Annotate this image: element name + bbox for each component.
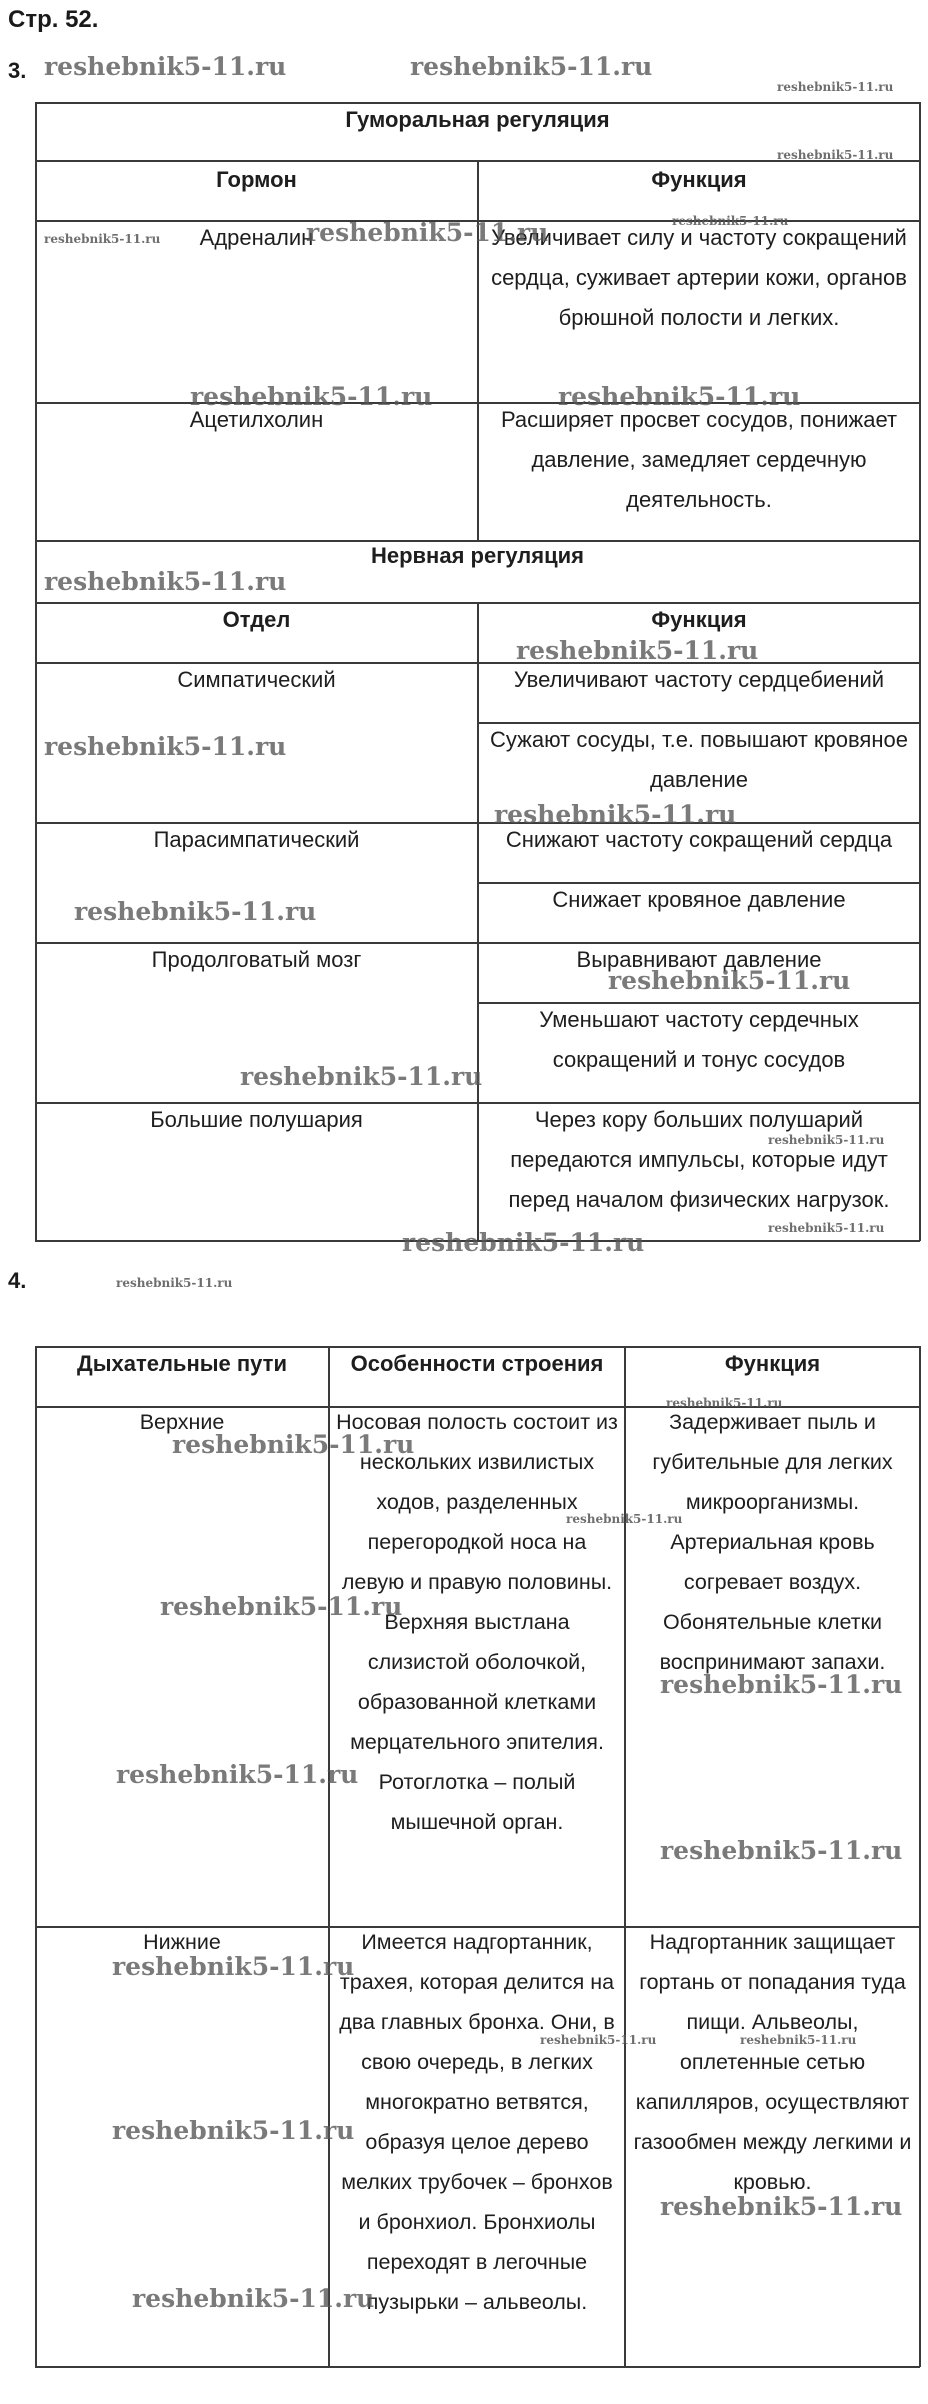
hormone-name: Адреналин [199,225,314,250]
airways-col-header: Дыхательные пути [77,1351,287,1376]
airway-function: Надгортанник защищает гортань от попадания туда пищи. Альвеолы, оплетенные сетью капилляров, осуществляют газообмен между легкими и кровью. [633,1930,912,2194]
watermark: reshebnik5-11.ru [172,1430,415,1459]
airway-structure: Имеется надгортанник, трахея, которая делится на два главных бронха. Они, в свою очередь, в легких многократно ветвятся, образуя целое дерево мелких трубочек – бронхов и бронхиол. Бронхиолы переходят в легочные пузырьки – альвеолы. [339,1930,615,2314]
watermark: reshebnik5-11.ru [740,2033,857,2047]
nervous-title: Нервная регуляция [370,543,585,568]
watermark: reshebnik5-11.ru [116,1760,359,1789]
department-name: Большие полушария [150,1107,363,1132]
airway-structure: Носовая полость состоит из нескольких извилистых ходов, разделенных перегородкой носа на левую и правую половины. Верхняя выстлана слизистой оболочкой, образованной клетками мерцательного эпителия. Ротоглотка – полый мышечной орган. [336,1410,618,1834]
watermark: reshebnik5-11.ru [44,52,287,81]
department-function: Выравнивают давление [576,947,822,972]
watermark: reshebnik5-11.ru [74,897,317,926]
department-function: Снижает кровяное давление [552,887,846,912]
t4-vline [35,1346,37,2367]
watermark: reshebnik5-11.ru [410,52,653,81]
page-label: Стр. 52. [8,6,99,33]
watermark: reshebnik5-11.ru [116,1276,233,1290]
watermark: reshebnik5-11.ru [190,382,433,411]
humoral-title: Гуморальная регуляция [345,107,610,132]
watermark: reshebnik5-11.ru [240,1062,483,1091]
airway-function: Задерживает пыль и губительные для легких микроорганизмы. Артериальная кровь согревает воздух. Обонятельные клетки воспринимают запахи. [652,1410,893,1674]
watermark: reshebnik5-11.ru [494,800,737,829]
watermark: reshebnik5-11.ru [666,1396,783,1410]
airway-name: Верхние [139,1410,225,1434]
nervous-col-department: Отдел [222,607,291,632]
watermark: reshebnik5-11.ru [44,567,287,596]
watermark: reshebnik5-11.ru [112,2116,355,2145]
nervous-col-function: Функция [651,607,747,632]
department-name: Парасимпатический [153,827,360,852]
humoral-col-function: Функция [651,167,747,192]
watermark: reshebnik5-11.ru [44,732,287,761]
watermark: reshebnik5-11.ru [558,382,801,411]
task-4-number: 4. [8,1268,27,1293]
hormone-function: Увеличивает силу и частоту сокращений сердца, суживает артерии кожи, органов брюшной полости и легких. [491,225,907,330]
task-3-number: 3. [8,58,27,83]
department-function: Снижают частоту сокращений сердца [505,827,893,852]
watermark: reshebnik5-11.ru [777,148,894,162]
watermark: reshebnik5-11.ru [160,1592,403,1621]
department-function: Увеличивают частоту сердцебиений [513,667,885,692]
department-function: Сужают сосуды, т.е. повышают кровяное давление [490,727,908,792]
structure-col-header: Особенности строения [350,1351,604,1376]
watermark: reshebnik5-11.ru [768,1133,885,1147]
hormone-name: Ацетилхолин [189,407,324,432]
humoral-col-hormone: Гормон [216,167,297,192]
watermark: reshebnik5-11.ru [660,2192,903,2221]
department-name: Продолговатый мозг [151,947,362,972]
watermark: reshebnik5-11.ru [516,636,759,665]
watermark: reshebnik5-11.ru [608,966,851,995]
watermark: reshebnik5-11.ru [44,232,161,246]
department-function: Через кору больших полушарий передаются импульсы, которые идут перед началом физических нагрузок. [508,1107,890,1212]
t4-hline [35,2366,920,2368]
watermark: reshebnik5-11.ru [540,2033,657,2047]
watermark: reshebnik5-11.ru [132,2284,375,2313]
watermark: reshebnik5-11.ru [112,1952,355,1981]
watermark: reshebnik5-11.ru [566,1512,683,1526]
watermark: reshebnik5-11.ru [660,1670,903,1699]
function-col-header: Функция [724,1351,821,1376]
airway-name: Нижние [143,1930,221,1954]
watermark: reshebnik5-11.ru [777,80,894,94]
watermark: reshebnik5-11.ru [402,1228,645,1257]
hormone-function: Расширяет просвет сосудов, понижает давление, замедляет сердечную деятельность. [500,407,898,512]
watermark: reshebnik5-11.ru [672,214,789,228]
department-name: Симпатический [177,667,336,692]
watermark: reshebnik5-11.ru [306,218,549,247]
watermark: reshebnik5-11.ru [768,1221,885,1235]
watermark: reshebnik5-11.ru [660,1836,903,1865]
department-function: Уменьшают частоту сердечных сокращений и тонус сосудов [539,1007,859,1072]
